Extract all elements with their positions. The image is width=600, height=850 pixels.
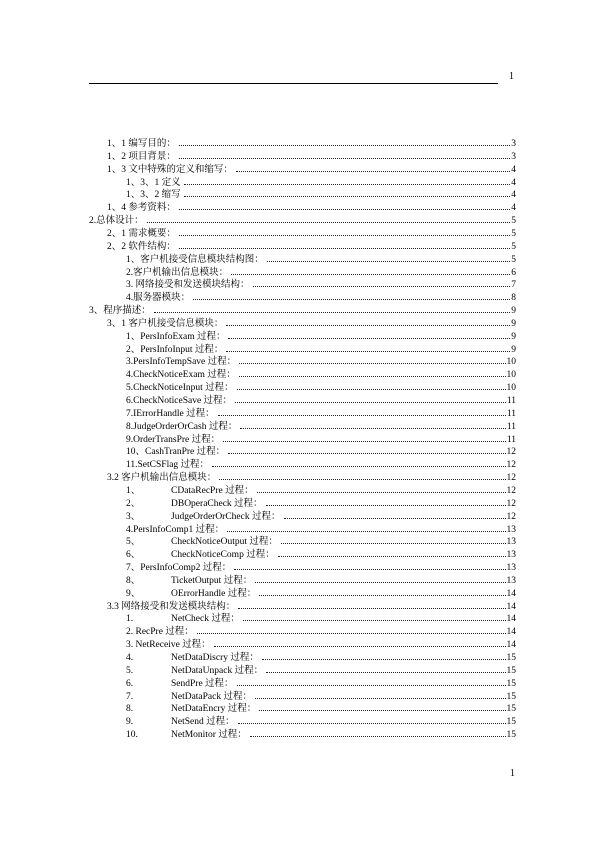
toc-leader-dots: [255, 698, 506, 699]
toc-leader-dots: [250, 736, 506, 737]
toc-entry[interactable]: [126, 626, 516, 638]
toc-entry-page: 15: [506, 717, 516, 728]
toc-entry-label: [126, 575, 252, 587]
toc-entry-label: 2、2 软件结构：: [107, 241, 176, 252]
toc-entry-page: 12: [506, 498, 516, 509]
toc-leader-dots: [262, 659, 506, 660]
toc-leader-dots: [259, 710, 505, 711]
toc-entry-label: [126, 678, 234, 690]
toc-entry-title: DBOperaCheck 过程：: [171, 498, 263, 509]
toc-entry-label: 1、1 编写目的：: [107, 139, 176, 149]
toc-entry-page: 14: [506, 588, 516, 599]
toc-entry-label: 4.PersInfoComp1 过程：: [126, 524, 225, 535]
toc-entry[interactable]: [126, 639, 516, 651]
toc-entry-page: 9: [511, 306, 516, 317]
toc-entry-title: NetDataEncry 过程：: [171, 704, 257, 715]
toc-leader-dots: [212, 466, 505, 467]
toc-entry[interactable]: [126, 395, 516, 407]
toc-entry-label: [126, 498, 263, 510]
toc-entry-page: 11: [506, 421, 516, 432]
toc-entry-label: [126, 511, 281, 523]
toc-entry-page: 11: [506, 396, 516, 406]
toc-entry-title: SendPre 过程：: [171, 678, 234, 689]
toc-entry-page: 15: [506, 691, 516, 702]
toc-leader-dots: [253, 286, 511, 287]
toc-entry[interactable]: [126, 485, 516, 497]
toc-entry-label: 1、PersInfoExam 过程：: [126, 331, 226, 342]
toc-entry-label: 1、3、2 缩写: [126, 190, 181, 201]
toc-entry[interactable]: [126, 189, 516, 201]
toc-entry-number: 6.: [126, 678, 134, 689]
toc-entry-page: 12: [506, 460, 516, 471]
toc-entry-label: [126, 536, 278, 548]
toc-leader-dots: [267, 261, 510, 262]
toc-entry-title: CDataRecPre 过程：: [171, 485, 254, 496]
toc-entry-title: NetDataPack 过程：: [171, 691, 252, 702]
toc-leader-dots: [235, 402, 506, 403]
toc-entry-number: 6、: [126, 550, 141, 561]
toc-entry-page: 4: [511, 164, 516, 175]
toc-entry-page: 11: [506, 434, 516, 445]
toc-entry-label: [126, 691, 252, 703]
toc-entry-page: 8: [511, 293, 516, 304]
toc-entry[interactable]: [107, 601, 516, 613]
toc-leader-dots: [184, 196, 511, 197]
toc-entry-label: 7、PersInfoComp2 过程：: [126, 563, 232, 574]
toc-entry[interactable]: [126, 356, 516, 368]
toc-entry-title: NetCheck 过程：: [171, 614, 240, 625]
toc-entry-page: 14: [506, 601, 516, 612]
toc-entry[interactable]: [126, 536, 516, 548]
toc-entry-title: NetMonitor 过程：: [171, 730, 247, 741]
toc-leader-dots: [179, 158, 510, 159]
toc-leader-dots: [193, 299, 510, 300]
toc-entry-page: 4: [511, 203, 516, 214]
toc-entry-page: 7: [511, 280, 516, 291]
toc-entry[interactable]: [107, 138, 516, 150]
toc-entry[interactable]: [126, 511, 516, 523]
toc-entry-title: TicketOutput 过程：: [171, 575, 253, 586]
toc-entry-page: 9: [511, 344, 516, 355]
toc-leader-dots: [257, 492, 506, 493]
toc-leader-dots: [197, 633, 506, 634]
toc-entry-label: [126, 665, 263, 677]
toc-entry[interactable]: [126, 177, 516, 189]
toc-entry-number: 9.: [126, 717, 134, 728]
toc-entry-number: 3、: [126, 511, 141, 522]
toc-entry-page: 6: [511, 267, 516, 278]
toc-entry[interactable]: [107, 472, 516, 484]
toc-entry[interactable]: [126, 703, 516, 715]
toc-entry[interactable]: [126, 459, 516, 471]
toc-leader-dots: [236, 171, 510, 172]
toc-entry-page: 10: [506, 370, 516, 381]
toc-entry-label: [126, 703, 256, 715]
toc-entry-page: 11: [506, 408, 516, 419]
toc-entry[interactable]: [107, 202, 516, 214]
toc-entry-label: [126, 716, 235, 728]
toc-leader-dots: [239, 376, 506, 377]
toc-entry[interactable]: [126, 691, 516, 703]
toc-entry-number: 10.: [126, 730, 138, 741]
toc-entry[interactable]: [126, 665, 516, 677]
toc-entry[interactable]: [126, 729, 516, 741]
toc-entry-title: NetSend 过程：: [171, 717, 235, 728]
toc-entry-label: 3、1 客户机接受信息模块：: [107, 318, 224, 329]
toc-entry-page: 10: [506, 357, 516, 368]
toc-entry[interactable]: [126, 575, 516, 587]
toc-leader-dots: [234, 569, 505, 570]
toc-leader-dots: [214, 646, 506, 647]
toc-leader-dots: [284, 518, 506, 519]
toc-entry[interactable]: [126, 382, 516, 394]
toc-entry[interactable]: [126, 292, 516, 304]
header-page-number: 1: [509, 71, 514, 82]
toc-leader-dots: [237, 685, 506, 686]
toc-leader-dots: [266, 672, 505, 673]
toc-entry-page: 9: [511, 318, 516, 329]
toc-entry-label: [126, 549, 275, 561]
toc-entry[interactable]: [107, 164, 516, 176]
toc-entry-label: 4.服务器模块：: [126, 293, 191, 304]
toc-leader-dots: [259, 595, 505, 596]
toc-entry-number: 1.: [126, 614, 134, 625]
toc-entry-label: 2. RecPre 过程：: [126, 627, 194, 638]
toc-entry-page: 13: [506, 537, 516, 548]
toc-entry[interactable]: [126, 549, 516, 561]
toc-entry[interactable]: [126, 652, 516, 664]
toc-entry-label: 7.IErrorHandle 过程：: [126, 408, 215, 419]
toc-entry[interactable]: [126, 613, 516, 625]
toc-entry-page: 5: [511, 228, 516, 239]
toc-entry-title: JudgeOrderOrCheck 过程：: [171, 511, 281, 522]
toc-entry-page: 5: [511, 241, 516, 252]
toc-entry-page: 15: [506, 678, 516, 689]
toc-entry-label: [126, 729, 247, 741]
toc-entry-page: 12: [506, 485, 516, 496]
toc-entry[interactable]: [126, 408, 516, 420]
toc-entry[interactable]: [126, 434, 516, 446]
toc-leader-dots: [179, 235, 510, 236]
toc-entry[interactable]: [126, 267, 516, 279]
toc-entry-number: 4.: [126, 653, 134, 663]
toc-entry-page: 12: [506, 447, 516, 458]
toc-entry-label: [126, 588, 256, 600]
toc-entry-label: 3.2 客户机输出信息模块：: [107, 473, 217, 484]
toc-entry-number: 9、: [126, 588, 141, 599]
toc-entry-label: 3. NetReceive 过程：: [126, 640, 211, 651]
toc-entry-label: 1、客户机接受信息模块结构图：: [126, 254, 264, 265]
footer-page-number: 1: [510, 768, 515, 779]
toc-leader-dots: [228, 338, 510, 339]
toc-entry-label: 2、1 需求概要：: [107, 228, 176, 239]
toc-entry[interactable]: [126, 562, 516, 574]
toc-leader-dots: [226, 325, 510, 326]
toc-entry-label: 8.JudgeOrderOrCash 过程：: [126, 421, 238, 432]
toc-leader-dots: [238, 723, 506, 724]
toc-entry-label: 1、3 文中特殊的定义和缩写：: [107, 164, 233, 175]
toc-entry-label: 5.CheckNoticeInput 过程：: [126, 383, 234, 394]
toc-entry-page: 14: [506, 614, 516, 625]
toc-entry-page: 13: [506, 563, 516, 574]
toc-leader-dots: [239, 363, 505, 364]
toc-entry-label: 11.SetCSFlag 过程：: [126, 460, 210, 471]
toc-leader-dots: [154, 312, 510, 313]
toc-entry-page: 9: [511, 331, 516, 342]
toc-entry-page: 14: [506, 640, 516, 651]
toc-entry-label: 3. 网络接受和发送模块结构：: [126, 280, 250, 291]
toc-leader-dots: [223, 441, 506, 442]
toc-entry-page: 13: [506, 524, 516, 535]
toc-entry-label: 1、3、1 定义: [126, 177, 181, 188]
toc-leader-dots: [266, 505, 506, 506]
header-rule: [89, 83, 498, 84]
toc-leader-dots: [218, 415, 506, 416]
toc-entry-page: 14: [506, 627, 516, 638]
toc-leader-dots: [226, 351, 510, 352]
toc-leader-dots: [255, 582, 505, 583]
toc-entry[interactable]: [126, 254, 516, 266]
toc-leader-dots: [228, 453, 505, 454]
toc-entry-page: 4: [511, 190, 516, 201]
toc-entry-title: NetDataUnpack 过程：: [171, 665, 264, 676]
toc-leader-dots: [219, 479, 505, 480]
toc-entry[interactable]: [126, 588, 516, 600]
toc-entry-label: 6.CheckNoticeSave 过程：: [126, 396, 233, 406]
toc-leader-dots: [278, 556, 506, 557]
toc-entry-page: 4: [511, 177, 516, 188]
toc-leader-dots: [238, 608, 505, 609]
toc-entry-page: 12: [506, 511, 516, 522]
toc-entry-label: 3、程序描述：: [89, 306, 151, 317]
toc-entry-number: 5、: [126, 537, 141, 548]
toc-entry-label: [126, 613, 240, 625]
toc-leader-dots: [231, 274, 510, 275]
toc-entry-number: 1、: [126, 485, 141, 496]
toc-entry-label: 2、PersInfoInput 过程：: [126, 344, 224, 355]
toc-entry[interactable]: [126, 421, 516, 433]
toc-entry-page: 3: [511, 151, 516, 162]
toc-entry-page: 12: [506, 473, 516, 484]
toc-entry-title: CheckNoticeComp 过程：: [171, 550, 275, 561]
toc-entry[interactable]: [107, 241, 516, 253]
toc-entry-title: NetDataDiscry 过程：: [171, 653, 259, 663]
toc-leader-dots: [179, 248, 510, 249]
toc-entry-label: 4.CheckNoticeExam 过程：: [126, 370, 236, 381]
toc-entry-page: 5: [511, 254, 516, 265]
toc-entry-number: 2、: [126, 498, 141, 509]
toc-leader-dots: [240, 428, 506, 429]
toc-entry-page: 5: [511, 216, 516, 227]
toc-leader-dots: [179, 145, 510, 146]
toc-entry-label: 2.总体设计：: [89, 216, 144, 227]
toc-entry-title: OErrorHandle 过程：: [171, 588, 257, 599]
toc-entry-page: 13: [506, 575, 516, 586]
toc-entry[interactable]: [107, 151, 516, 163]
toc-entry-label: 1、2 项目背景：: [107, 151, 176, 162]
toc-entry[interactable]: [107, 228, 516, 240]
toc-entry-page: 15: [506, 704, 516, 715]
toc-entry-label: 1、4 参考资料：: [107, 203, 176, 214]
toc-entry[interactable]: [89, 305, 516, 317]
toc-entry-label: [126, 485, 254, 497]
toc-leader-dots: [147, 222, 511, 223]
toc-entry-label: 3.PersInfoTempSave 过程：: [126, 357, 237, 368]
toc-entry[interactable]: [126, 524, 516, 536]
toc-entry-page: 15: [506, 665, 516, 676]
toc-entry-label: 2.客户机输出信息模块：: [126, 267, 229, 278]
toc-entry[interactable]: [126, 279, 516, 291]
toc-leader-dots: [179, 209, 510, 210]
toc-leader-dots: [281, 543, 506, 544]
toc-entry[interactable]: [126, 716, 516, 728]
toc-leader-dots: [237, 389, 506, 390]
toc-entry[interactable]: [126, 369, 516, 381]
toc-entry-page: 15: [506, 653, 516, 663]
toc-entry-title: CheckNoticeOutput 过程：: [171, 537, 278, 548]
toc-entry-label: 3.3 网络接受和发送模块结构：: [107, 601, 236, 612]
toc-entry[interactable]: [126, 446, 516, 458]
toc-entry[interactable]: [126, 678, 516, 690]
toc-entry-number: 5.: [126, 665, 134, 676]
toc-leader-dots: [227, 531, 505, 532]
toc-entry-page: 10: [506, 383, 516, 394]
toc-entry-number: 7.: [126, 691, 134, 702]
toc-entry-page: 3: [511, 139, 516, 149]
toc-entry[interactable]: [126, 498, 516, 510]
toc-entry[interactable]: [89, 215, 516, 227]
toc-entry-label: [126, 652, 259, 664]
toc-entry-number: 8.: [126, 704, 134, 715]
toc-entry-number: 8、: [126, 575, 141, 586]
toc-entry[interactable]: [107, 318, 516, 330]
toc-entry[interactable]: [126, 344, 516, 356]
toc-entry-page: 13: [506, 550, 516, 561]
toc-leader-dots: [243, 620, 506, 621]
toc-entry-label: 10、CashTranPre 过程：: [126, 447, 226, 458]
toc-entry-label: 9.OrderTransPre 过程：: [126, 434, 221, 445]
toc-entry[interactable]: [126, 331, 516, 343]
toc-entry-page: 15: [506, 730, 516, 741]
toc-leader-dots: [184, 184, 511, 185]
